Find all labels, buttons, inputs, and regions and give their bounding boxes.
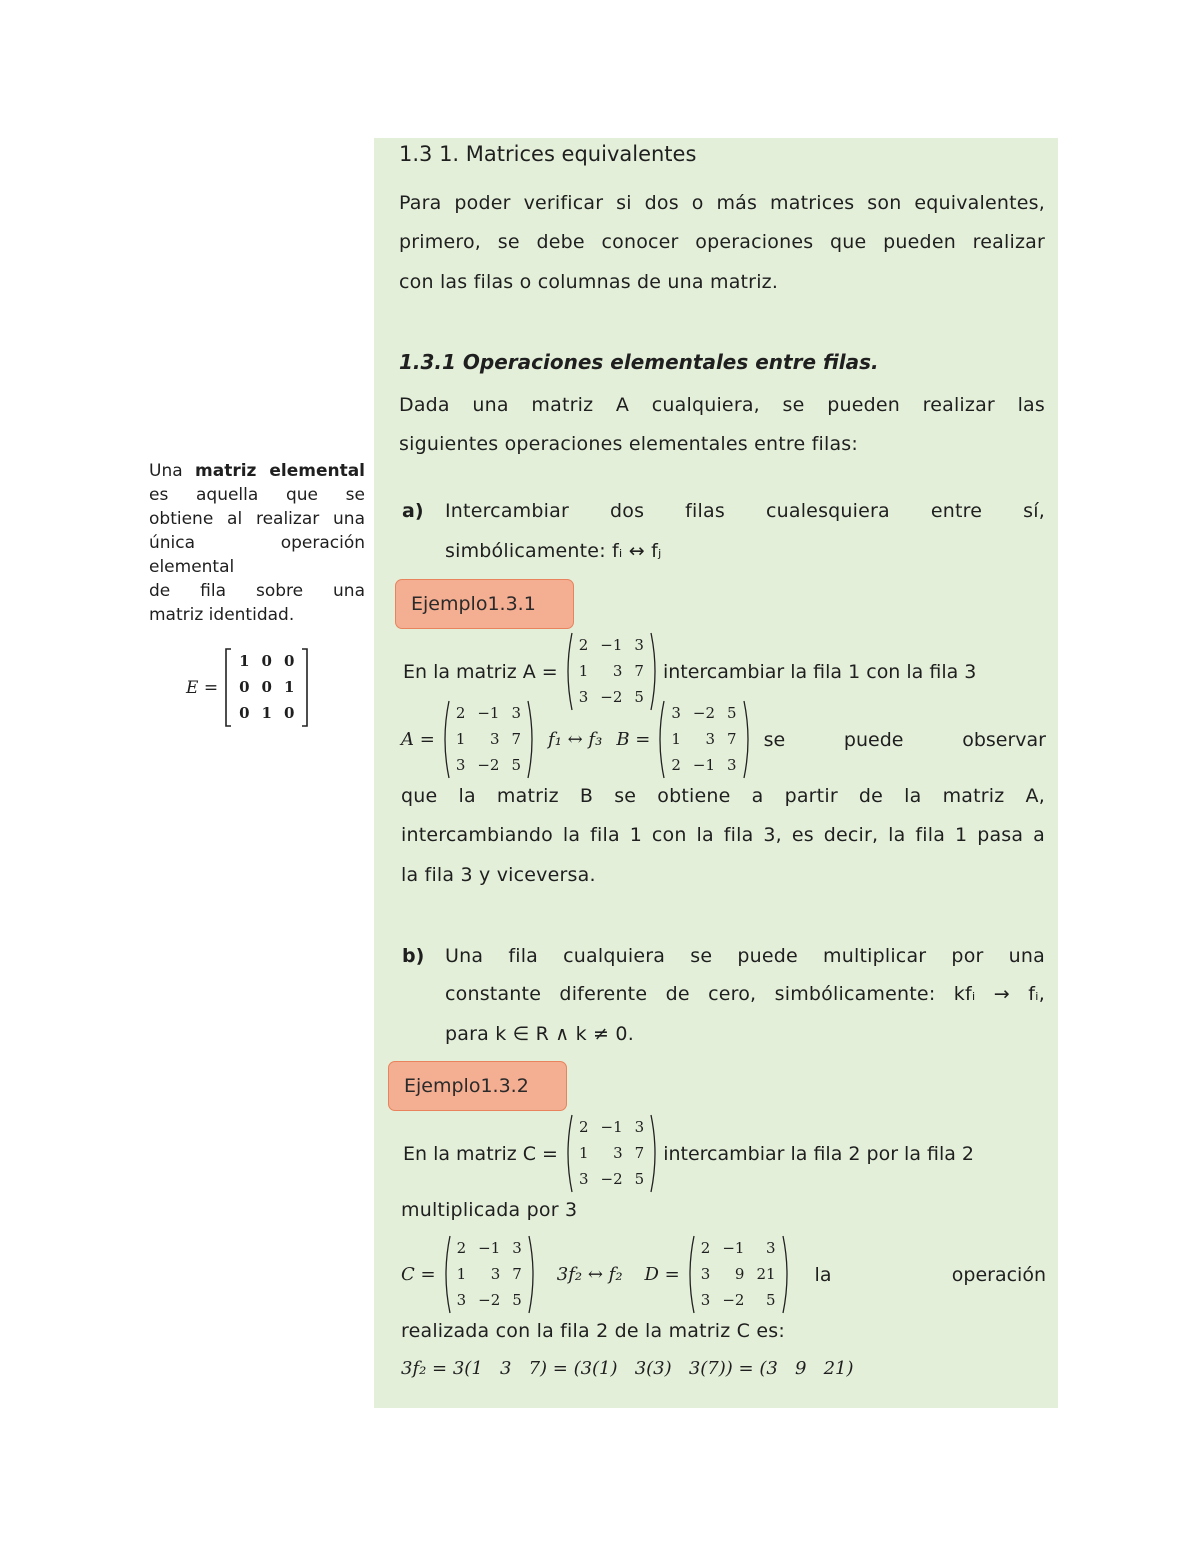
matrix-cell-r2-c2: 3 bbox=[613, 1143, 623, 1162]
matrix-cell-r1-c1: 2 bbox=[578, 1117, 589, 1136]
matrix-cell-r2-c2: 3 bbox=[612, 661, 623, 680]
matrix-cell-r3-c2: 1 bbox=[261, 704, 272, 723]
left-bracket bbox=[564, 1114, 573, 1193]
right-bracket bbox=[528, 1235, 537, 1314]
sidebar-note bbox=[149, 459, 365, 627]
right-bracket bbox=[743, 700, 752, 779]
right-bracket bbox=[529, 1236, 533, 1313]
matrix-cell-r2-c1: 0 bbox=[239, 677, 250, 696]
left-bracket bbox=[686, 1235, 695, 1314]
matrix-a bbox=[441, 700, 536, 779]
sub-intro-line-2: siguientes operaciones elementales entre filas: bbox=[399, 433, 859, 455]
matrix-grid bbox=[451, 1235, 528, 1314]
left-bracket bbox=[568, 633, 572, 710]
matrix-cell-r1-c1: 1 bbox=[239, 651, 250, 670]
matrix-grid bbox=[450, 700, 527, 779]
matrix-cell-r3-c3: 5 bbox=[634, 688, 644, 707]
matrix-e bbox=[224, 648, 309, 727]
result-line: realizada con la fila 2 de la matriz C es: bbox=[401, 1320, 785, 1342]
matrix-grid bbox=[573, 1114, 650, 1193]
matrix-grid bbox=[665, 700, 742, 779]
example-2-statement bbox=[403, 1114, 974, 1193]
matrix-cell-r3-c3: 5 bbox=[512, 1291, 522, 1310]
matrix-cell-r2-c3: 7 bbox=[727, 729, 737, 748]
note-bold-term: matriz elemental bbox=[195, 461, 366, 481]
item-b-line-1: Una fila cualquiera se puede multiplicar por una bbox=[445, 945, 1045, 967]
matrix-cell-r1-c2: −1 bbox=[478, 1238, 501, 1257]
intro-line-1: Para poder verificar si dos o más matrices son equivalentes, bbox=[399, 192, 1045, 214]
matrix-cell-r1-c3: 3 bbox=[766, 1238, 776, 1257]
item-a-line-1: Intercambiar dos filas cualesquiera entre sí, bbox=[445, 500, 1045, 522]
matrix-cell-r2-c2: 0 bbox=[261, 677, 272, 696]
item-a-line-2: simbólicamente: fᵢ ↔ fⱼ bbox=[445, 540, 662, 562]
left-bracket bbox=[656, 700, 665, 779]
matrix-cell-r3-c3: 5 bbox=[766, 1291, 776, 1310]
left-bracket bbox=[441, 700, 450, 779]
matrix-cell-r2-c1: 1 bbox=[578, 661, 589, 680]
matrix-cell-r3-c3: 3 bbox=[727, 756, 737, 775]
matrix-cell-r3-c1: 3 bbox=[578, 1170, 589, 1189]
explanation-line-1: que la matriz B se obtiene a partir de la matriz A, bbox=[401, 785, 1045, 807]
matrix-cell-r1-c2: 0 bbox=[261, 651, 272, 670]
note-line-2: es aquella que se bbox=[149, 485, 365, 505]
left-bracket bbox=[660, 701, 664, 778]
matrix-cell-r3-c2: −2 bbox=[600, 688, 623, 707]
matrix-cell-r1-c3: 3 bbox=[634, 1117, 645, 1136]
matrix-cell-r3-c1: 3 bbox=[455, 756, 466, 775]
right-bracket bbox=[528, 701, 532, 778]
example-2-after: la operación bbox=[814, 1263, 1046, 1286]
matrix-cell-r1-c1: 2 bbox=[456, 1238, 467, 1257]
matrix-cell-r3-c2: −2 bbox=[477, 756, 500, 775]
matrix-cell-r3-c2: −1 bbox=[692, 756, 716, 775]
matrix-c-inline bbox=[564, 1114, 659, 1193]
left-bracket bbox=[442, 1235, 451, 1314]
matrix-cell-r3-c3: 5 bbox=[511, 756, 522, 775]
matrix-d bbox=[686, 1235, 791, 1314]
matrix-c bbox=[442, 1235, 537, 1314]
subsection-title: 1.3.1 Operaciones elementales entre filas. bbox=[399, 350, 879, 374]
matrix-cell-r3-c2: −2 bbox=[722, 1291, 745, 1310]
matrix-cell-r2-c3: 7 bbox=[634, 661, 644, 680]
right-bracket bbox=[783, 1236, 787, 1313]
matrix-cell-r1-c2: −1 bbox=[722, 1238, 745, 1257]
item-b-marker: b) bbox=[402, 945, 425, 967]
eq-b-label: B = bbox=[616, 729, 651, 750]
right-bracket bbox=[302, 649, 307, 726]
left-bracket bbox=[226, 649, 231, 726]
item-b-line-2: constante diferente de cero, simbólicamente: kfᵢ → fᵢ, bbox=[445, 983, 1045, 1005]
example-2-continuation: multiplicada por 3 bbox=[401, 1199, 578, 1221]
section-title: 1.3 1. Matrices equivalentes bbox=[399, 142, 697, 166]
note-line-6: de fila sobre una bbox=[149, 581, 365, 601]
matrix-cell-r1-c3: 5 bbox=[727, 703, 737, 722]
note-line-5: elemental bbox=[149, 557, 235, 577]
example-1-after: se puede observar bbox=[763, 728, 1046, 751]
matrix-cell-r1-c1: 3 bbox=[671, 703, 681, 722]
matrix-cell-r1-c2: −2 bbox=[692, 703, 716, 722]
matrix-e-label: E = bbox=[186, 677, 219, 698]
right-bracket bbox=[650, 1114, 659, 1193]
right-bracket bbox=[300, 648, 309, 727]
explanation-line-2: intercambiando la fila 1 con la fila 3, es decir, la fila 1 pasa a bbox=[401, 824, 1045, 846]
matrix-cell-r3-c1: 3 bbox=[700, 1291, 711, 1310]
matrix-cell-r2-c2: 3 bbox=[489, 729, 500, 748]
intro-line-2: primero, se debe conocer operaciones que pueden realizar bbox=[399, 231, 1045, 253]
matrix-cell-r1-c1: 2 bbox=[700, 1238, 711, 1257]
example-2-prefix: En la matriz C = bbox=[403, 1142, 558, 1165]
matrix-cell-r3-c1: 3 bbox=[578, 688, 589, 707]
matrix-cell-r2-c3: 7 bbox=[634, 1143, 645, 1162]
example-2-label: Ejemplo1.3.2 bbox=[388, 1061, 567, 1111]
intro-line-3: con las filas o columnas de una matriz. bbox=[399, 271, 779, 293]
right-bracket bbox=[744, 701, 748, 778]
example-1-equation bbox=[401, 700, 1046, 779]
left-bracket bbox=[445, 701, 449, 778]
op-scale-row-2: 3f₂ ↔ f₂ bbox=[556, 1264, 623, 1285]
left-bracket bbox=[690, 1236, 694, 1313]
example-1-label: Ejemplo1.3.1 bbox=[395, 579, 574, 629]
matrix-cell-r2-c3: 7 bbox=[511, 729, 522, 748]
matrix-cell-r1-c2: −1 bbox=[477, 703, 500, 722]
left-bracket bbox=[568, 1115, 572, 1192]
matrix-cell-r1-c3: 3 bbox=[511, 703, 522, 722]
matrix-grid bbox=[233, 648, 300, 727]
matrix-cell-r1-c1: 2 bbox=[455, 703, 466, 722]
note-line-4: única operación bbox=[149, 533, 365, 553]
matrix-cell-r1-c3: 0 bbox=[283, 651, 295, 670]
right-bracket bbox=[651, 1115, 655, 1192]
matrix-grid bbox=[695, 1235, 782, 1314]
item-a-marker: a) bbox=[402, 500, 424, 522]
matrix-cell-r1-c1: 2 bbox=[578, 635, 589, 654]
sub-intro-line-1: Dada una matriz A cualquiera, se pueden realizar las bbox=[399, 394, 1045, 416]
identity-permutation-matrix bbox=[186, 648, 309, 727]
matrix-cell-r3-c1: 3 bbox=[456, 1291, 467, 1310]
eq-d-label: D = bbox=[644, 1264, 680, 1285]
matrix-cell-r2-c2: 9 bbox=[734, 1264, 745, 1283]
right-bracket bbox=[527, 700, 536, 779]
item-b-line-3: para k ∈ R ∧ k ≠ 0. bbox=[445, 1023, 634, 1045]
matrix-cell-r1-c3: 3 bbox=[512, 1238, 522, 1257]
op-swap-1-3: f₁ ↔ f₃ bbox=[548, 729, 603, 750]
matrix-cell-r2-c1: 1 bbox=[578, 1143, 589, 1162]
example-1-prefix: En la matriz A = bbox=[403, 660, 558, 683]
matrix-cell-r1-c2: −1 bbox=[600, 635, 623, 654]
example-1-suffix: intercambiar la fila 1 con la fila 3 bbox=[662, 660, 977, 683]
matrix-b bbox=[656, 700, 751, 779]
matrix-cell-r2-c1: 1 bbox=[455, 729, 466, 748]
matrix-cell-r3-c2: −2 bbox=[600, 1170, 623, 1189]
row-scaling-formula: 3f₂ = 3(1 3 7) = (3(1) 3(3) 3(7)) = (3 9 21) bbox=[401, 1358, 854, 1379]
right-bracket bbox=[651, 633, 655, 710]
matrix-cell-r3-c1: 2 bbox=[671, 756, 681, 775]
left-bracket bbox=[446, 1236, 450, 1313]
eq-c-label: C = bbox=[401, 1264, 436, 1285]
matrix-cell-r2-c3: 21 bbox=[756, 1264, 776, 1283]
matrix-cell-r2-c1: 1 bbox=[671, 729, 681, 748]
matrix-cell-r3-c1: 0 bbox=[239, 704, 250, 723]
example-2-equation bbox=[401, 1235, 1046, 1314]
matrix-cell-r1-c2: −1 bbox=[600, 1117, 623, 1136]
matrix-cell-r2-c2: 3 bbox=[490, 1264, 501, 1283]
example-2-suffix: intercambiar la fila 2 por la fila 2 bbox=[663, 1142, 975, 1165]
matrix-cell-r3-c3: 5 bbox=[634, 1170, 645, 1189]
note-word-una: Una bbox=[149, 461, 183, 481]
matrix-cell-r2-c1: 3 bbox=[700, 1264, 711, 1283]
explanation-line-3: la fila 3 y viceversa. bbox=[401, 864, 596, 886]
matrix-cell-r2-c1: 1 bbox=[456, 1264, 467, 1283]
left-bracket bbox=[224, 648, 233, 727]
note-line-3: obtiene al realizar una bbox=[149, 509, 365, 529]
right-bracket bbox=[782, 1235, 791, 1314]
matrix-cell-r2-c3: 1 bbox=[283, 677, 295, 696]
matrix-cell-r3-c2: −2 bbox=[478, 1291, 501, 1310]
matrix-cell-r3-c3: 0 bbox=[283, 704, 295, 723]
eq-a-label: A = bbox=[401, 729, 435, 750]
matrix-cell-r1-c3: 3 bbox=[634, 635, 644, 654]
matrix-cell-r2-c3: 7 bbox=[512, 1264, 522, 1283]
note-line-7: matriz identidad. bbox=[149, 605, 295, 625]
matrix-cell-r2-c2: 3 bbox=[705, 729, 716, 748]
